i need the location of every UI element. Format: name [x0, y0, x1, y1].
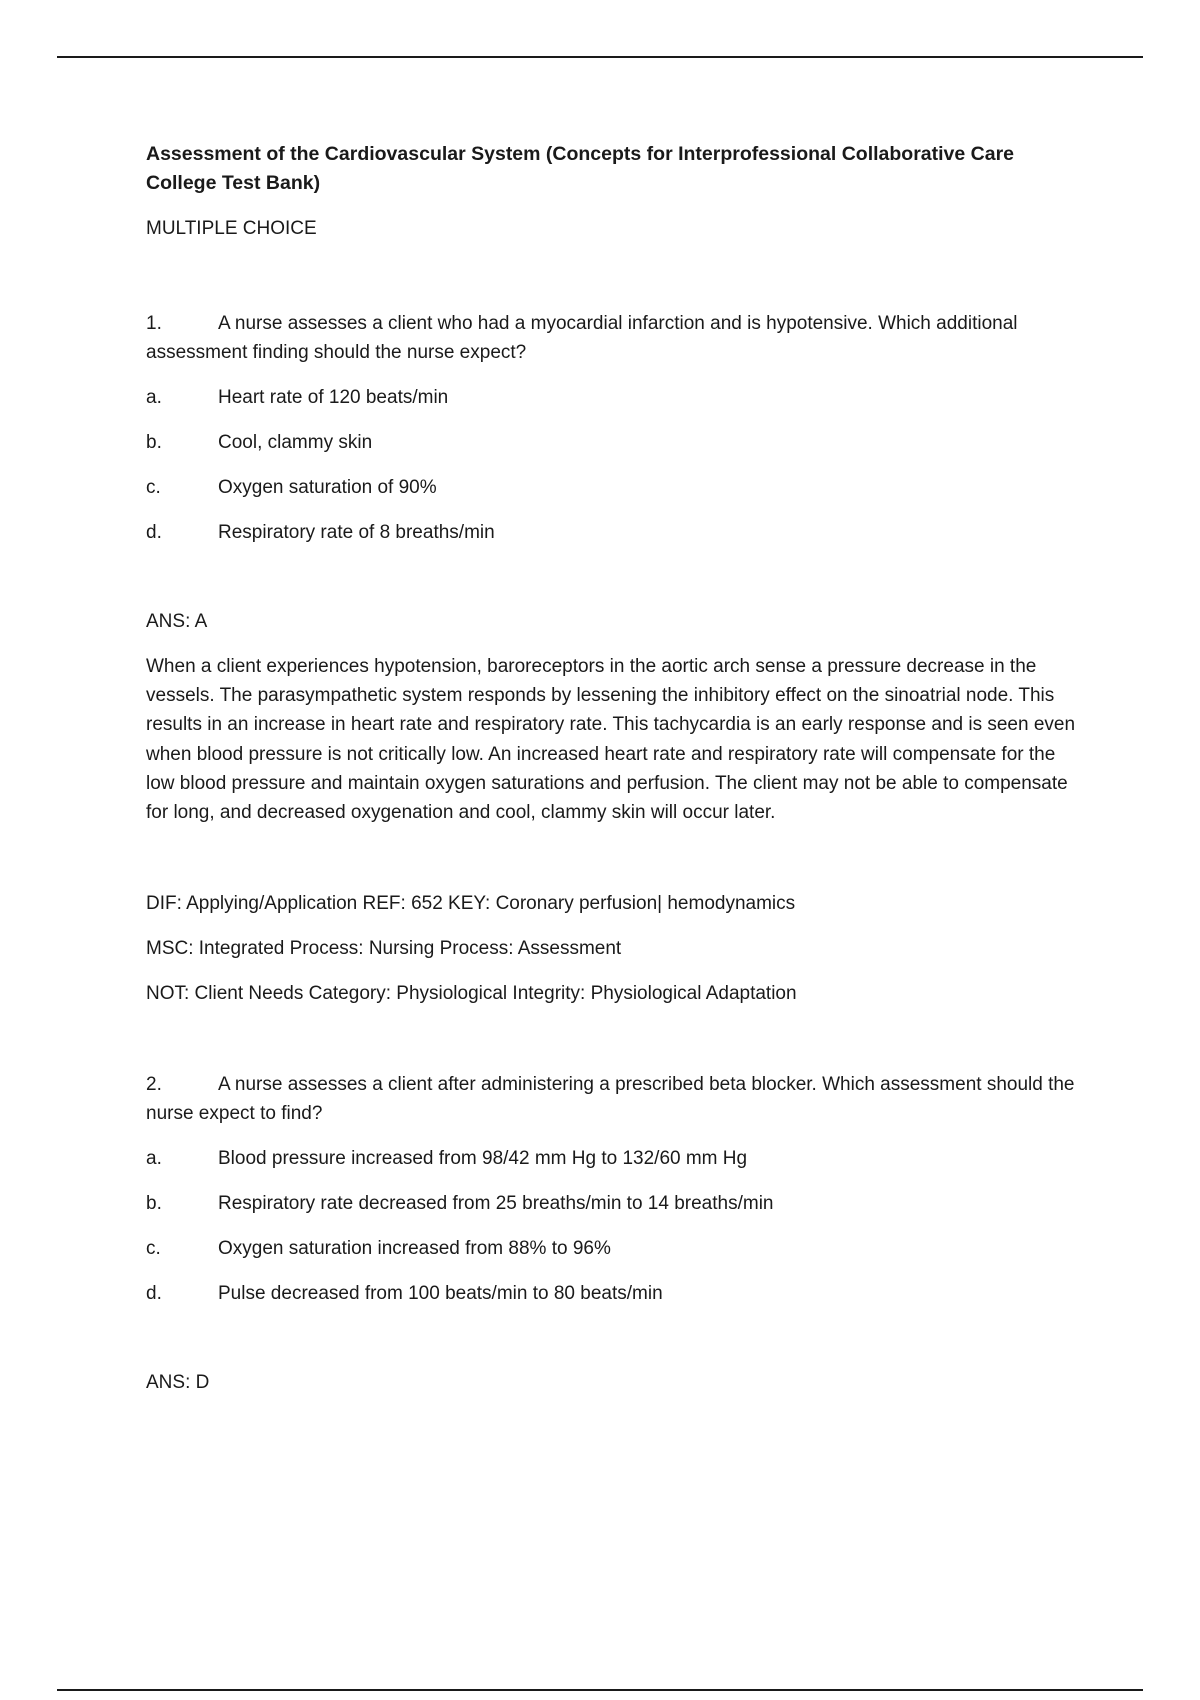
rationale-text: When a client experiences hypotension, baroreceptors in the aortic arch sense a pressure decrease in the vessels. The parasympathetic system responds by lessening the inhibitory effect on the sinoatrial node. This results in an increase in heart rate and respiratory rate. This tachycardia is an early response and is seen even when blood pressure is not critically low. An increased heart rate and respiratory rate will compensate for the low blood pressure and maintain oxygen saturations and perfusion. The client may not be able to compensate for long, and decreased oxygenation and cool, clammy skin will occur later. — [146, 656, 1076, 824]
option-item — [146, 1279, 1076, 1308]
option-text: Pulse decreased from 100 beats/min to 80 beats/min — [218, 1283, 663, 1305]
question-stem — [146, 309, 1076, 367]
option-item — [146, 1189, 1076, 1218]
option-letter: a. — [146, 1148, 162, 1170]
answer-key: ANS: D — [146, 1372, 210, 1394]
question-number: 2. — [146, 1074, 162, 1096]
option-letter: d. — [146, 1283, 162, 1305]
question-metadata — [146, 889, 1076, 1008]
client-needs-line: NOT: Client Needs Category: Physiological Integrity: Physiological Adaptation — [146, 983, 797, 1005]
option-text: Blood pressure increased from 98/42 mm Hg to 132/60 mm Hg — [218, 1148, 748, 1170]
bottom-rule — [57, 1689, 1143, 1691]
difficulty-line: DIF: Applying/Application REF: 652 KEY: Coronary perfusion| hemodynamics — [146, 893, 796, 915]
question-stem — [146, 1070, 1076, 1128]
option-item — [146, 473, 1076, 502]
option-text: Respiratory rate of 8 breaths/min — [218, 522, 495, 543]
option-list — [146, 383, 1076, 547]
msc-line: MSC: Integrated Process: Nursing Process: Assessment — [146, 938, 622, 960]
document-title: Assessment of the Cardiovascular System (Concepts for Interprofessional Collaborative Care College Test Bank) — [146, 143, 1015, 194]
option-item — [146, 518, 1076, 547]
option-letter: a. — [146, 387, 162, 408]
option-letter: d. — [146, 522, 162, 543]
option-text: Cool, clammy skin — [218, 432, 373, 453]
option-letter: c. — [146, 1238, 161, 1260]
option-text: Oxygen saturation of 90% — [218, 477, 437, 498]
answer-key: ANS: A — [146, 611, 208, 632]
document-page — [146, 140, 1076, 1397]
option-item — [146, 1144, 1076, 1173]
option-letter: b. — [146, 432, 162, 453]
option-text: Respiratory rate decreased from 25 breaths/min to 14 breaths/min — [218, 1193, 774, 1215]
section-label: MULTIPLE CHOICE — [146, 218, 317, 239]
question-number: 1. — [146, 313, 162, 334]
option-letter: b. — [146, 1193, 162, 1215]
option-letter: c. — [146, 477, 161, 498]
question-2 — [146, 1070, 1076, 1397]
option-item — [146, 428, 1076, 457]
option-text: Heart rate of 120 beats/min — [218, 387, 449, 408]
option-list — [146, 1144, 1076, 1308]
question-text: A nurse assesses a client who had a myocardial infarction and is hypotensive. Which additional assessment finding should the nurse expect? — [146, 313, 1018, 363]
option-item — [146, 383, 1076, 412]
question-1 — [146, 309, 1076, 1008]
question-text: A nurse assesses a client after administering a prescribed beta blocker. Which assessment should the nurse expect to find? — [146, 1074, 1075, 1125]
option-text: Oxygen saturation increased from 88% to 96% — [218, 1238, 611, 1260]
top-rule — [57, 56, 1143, 58]
option-item — [146, 1234, 1076, 1263]
